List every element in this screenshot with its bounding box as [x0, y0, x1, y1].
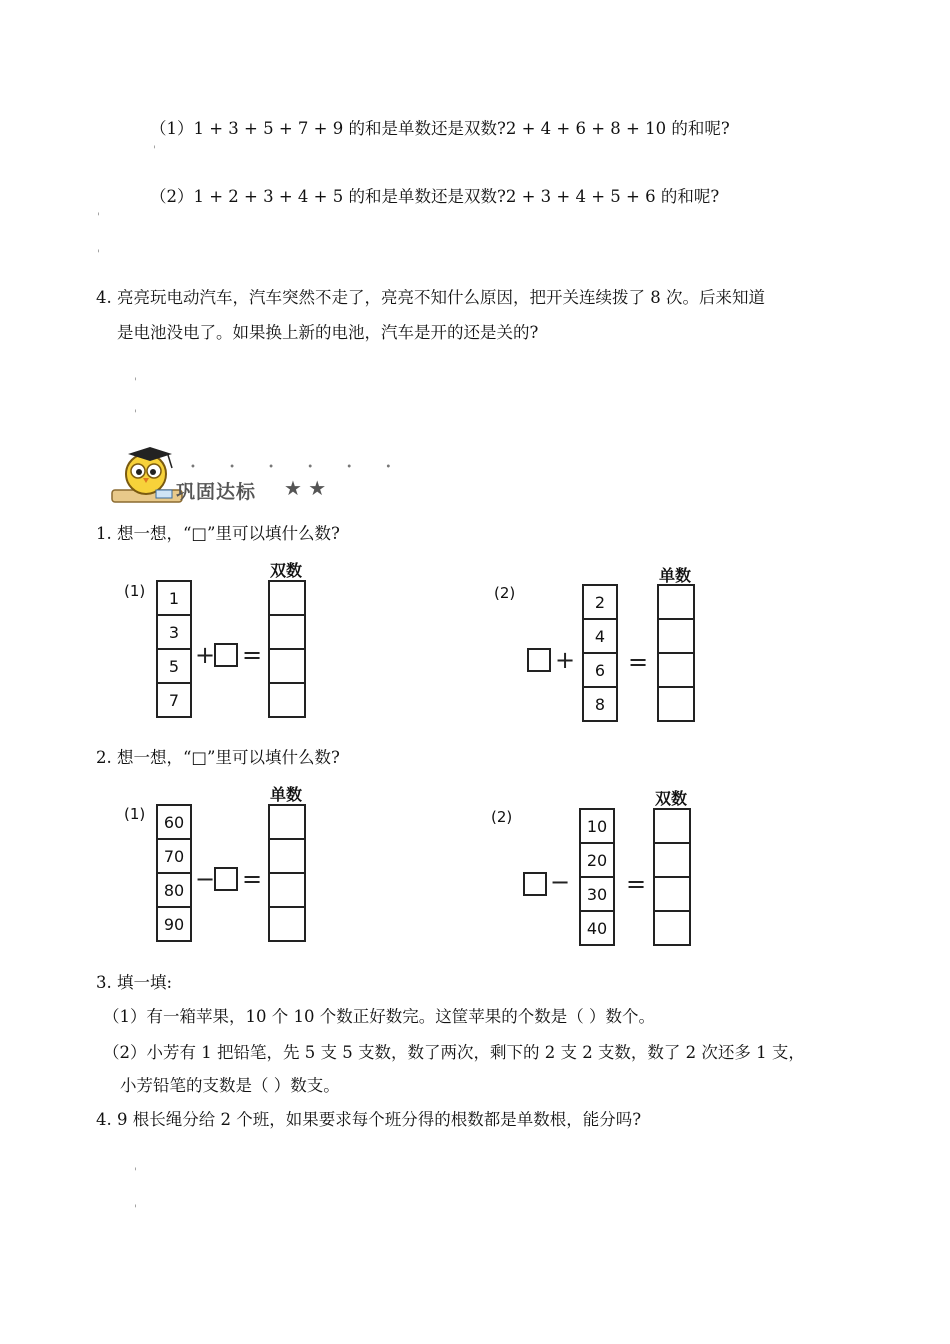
paragraph-mark: ': [134, 1204, 137, 1215]
q1-part2-number-column: [582, 584, 618, 722]
number-cell: 70: [156, 838, 192, 874]
q1-part2-header: 单数: [659, 566, 692, 585]
plus-sign: +: [555, 646, 576, 674]
answer-cell[interactable]: [268, 872, 306, 908]
q3-item-2-line-1: （2）小芳有 1 把铅笔，先 5 支 5 支数，数了两次，剩下的 2 支 2 支数，数了 2 次还多 1 支，: [103, 1043, 805, 1062]
blank-box[interactable]: [214, 867, 238, 891]
q4-prompt: 4. 9 根长绳分给 2 个班，如果要求每个班分得的根数都是单数根，能分吗?: [96, 1110, 642, 1129]
number-cell: 4: [582, 618, 618, 654]
q2-part1-answer-column: [268, 804, 306, 942]
paragraph-mark: ': [153, 145, 156, 156]
prev-q4-line-2: 是电池没电了。如果换上新的电池，汽车是开的还是关的?: [117, 323, 539, 342]
equals-sign: =: [242, 641, 263, 669]
number-cell: 2: [582, 584, 618, 620]
answer-cell[interactable]: [657, 652, 695, 688]
q2-prompt: 2. 想一想，“□”里可以填什么数?: [96, 748, 340, 767]
star-rating: ★ ★: [284, 476, 327, 500]
number-cell: 40: [579, 910, 615, 946]
number-cell: 80: [156, 872, 192, 908]
prev-q4-line-1: 4. 亮亮玩电动汽车，汽车突然不走了，亮亮不知什么原因，把开关连续拨了 8 次。后来知道: [96, 288, 765, 307]
q2-part2-label: (2): [491, 808, 513, 826]
q2-part1-label: (1): [124, 805, 146, 823]
q1-part1-number-column: [156, 580, 192, 718]
owl-mascot-icon: [110, 444, 185, 506]
answer-cell[interactable]: [657, 686, 695, 722]
plus-sign: +: [195, 641, 216, 669]
number-cell: 6: [582, 652, 618, 688]
q1-part2-label: (2): [494, 584, 516, 602]
prev-q3-item-1: （1）1 + 3 + 5 + 7 + 9 的和是单数还是双数?2 + 4 + 6 + 8 + 10 的和呢?: [150, 119, 730, 138]
banner-title: 巩固达标: [176, 481, 257, 503]
answer-cell[interactable]: [653, 910, 691, 946]
number-cell: 8: [582, 686, 618, 722]
q1-part2-answer-column: [657, 584, 695, 722]
answer-cell[interactable]: [657, 584, 695, 620]
q3-item-1: （1）有一箱苹果，10 个 10 个数正好数完。这筐苹果的个数是（ ）数个。: [103, 1007, 655, 1026]
prev-q3-item-2: （2）1 + 2 + 3 + 4 + 5 的和是单数还是双数?2 + 3 + 4 + 5 + 6 的和呢?: [150, 187, 720, 206]
q2-part1-header: 单数: [270, 785, 303, 804]
blank-box[interactable]: [523, 872, 547, 896]
answer-cell[interactable]: [268, 648, 306, 684]
answer-cell[interactable]: [268, 906, 306, 942]
number-cell: 1: [156, 580, 192, 616]
q3-prompt: 3. 填一填:: [96, 973, 173, 992]
q1-part1-answer-column: [268, 580, 306, 718]
q1-prompt: 1. 想一想，“□”里可以填什么数?: [96, 524, 340, 543]
number-cell: 7: [156, 682, 192, 718]
q3-item-2-line-2: 小芳铅笔的支数是（ ）数支。: [120, 1076, 340, 1095]
answer-cell[interactable]: [268, 682, 306, 718]
q2-part2-header: 双数: [655, 789, 688, 808]
answer-cell[interactable]: [268, 614, 306, 650]
q2-part1-number-column: [156, 804, 192, 942]
minus-sign: −: [550, 868, 571, 896]
paragraph-mark: ': [134, 1167, 137, 1178]
paragraph-mark: ': [97, 249, 100, 260]
q2-part2-answer-column: [653, 808, 691, 946]
minus-sign: −: [195, 865, 216, 893]
paragraph-mark: ': [134, 409, 137, 420]
number-cell: 60: [156, 804, 192, 840]
number-cell: 90: [156, 906, 192, 942]
equals-sign: =: [628, 648, 649, 676]
q2-part2-number-column: [579, 808, 615, 946]
answer-cell[interactable]: [268, 580, 306, 616]
blank-box[interactable]: [214, 643, 238, 667]
number-cell: 10: [579, 808, 615, 844]
answer-cell[interactable]: [268, 838, 306, 874]
paragraph-mark: ': [97, 212, 100, 223]
blank-box[interactable]: [527, 648, 551, 672]
equals-sign: =: [626, 870, 647, 898]
equals-sign: =: [242, 865, 263, 893]
banner-dots: • • • • • •: [190, 462, 407, 473]
q1-part1-label: (1): [124, 582, 146, 600]
number-cell: 30: [579, 876, 615, 912]
number-cell: 5: [156, 648, 192, 684]
number-cell: 3: [156, 614, 192, 650]
answer-cell[interactable]: [268, 804, 306, 840]
answer-cell[interactable]: [653, 808, 691, 844]
number-cell: 20: [579, 842, 615, 878]
answer-cell[interactable]: [653, 876, 691, 912]
answer-cell[interactable]: [653, 842, 691, 878]
answer-cell[interactable]: [657, 618, 695, 654]
paragraph-mark: ': [134, 377, 137, 388]
q1-part1-header: 双数: [270, 561, 303, 580]
